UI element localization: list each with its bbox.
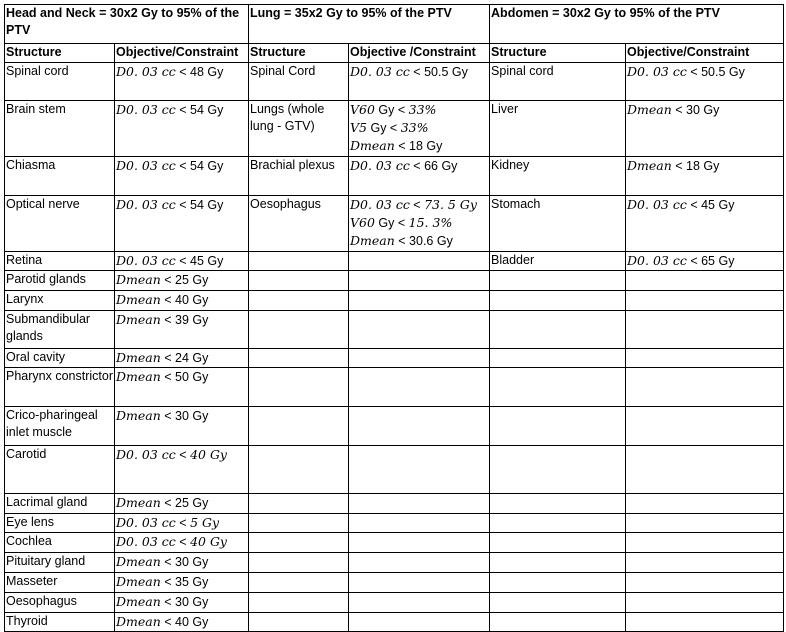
constraint-metric: Dmean: [350, 233, 395, 248]
constraint-metric: Dmean: [627, 102, 672, 117]
table-row: [5, 349, 784, 368]
constraint-cell: [626, 533, 784, 553]
constraint-operator: < 18 Gy: [394, 139, 443, 153]
constraint-cell: [349, 533, 490, 553]
structure-cell: [249, 446, 349, 494]
constraint-cell: [626, 252, 784, 271]
constraint-cell: [349, 593, 490, 613]
constraint-line: [116, 349, 247, 367]
structure-cell: Parotid glands: [5, 271, 115, 291]
structure-cell: Oesophagus: [249, 196, 349, 252]
structure-cell: [249, 613, 349, 632]
constraint-line: [116, 368, 247, 386]
constraint-metric: D0. 03 cc: [627, 253, 687, 268]
table-row: [5, 593, 784, 613]
constraint-operator: < 54 Gy: [175, 198, 224, 212]
section-title-abdomen: Abdomen = 30x2 Gy to 95% of the PTV: [490, 5, 784, 44]
constraint-cell: [626, 553, 784, 573]
structure-cell: Stomach: [490, 196, 626, 252]
constraint-cell: [349, 101, 490, 157]
constraint-cell: [349, 514, 490, 533]
table-row: [5, 573, 784, 593]
constraint-metric: Dmean: [116, 350, 161, 365]
constraint-line: [350, 196, 488, 214]
table-row: [5, 407, 784, 446]
constraint-metric: D0. 03 cc: [627, 64, 687, 79]
structure-cell: Optical nerve: [5, 196, 115, 252]
constraint-metric: Dmean: [116, 574, 161, 589]
constraint-cell: [115, 157, 249, 196]
constraint-line: [116, 311, 247, 329]
constraint-cell: [115, 407, 249, 446]
structure-cell: [249, 349, 349, 368]
constraint-metric: D0. 03 cc: [116, 197, 176, 212]
constraint-cell: [349, 271, 490, 291]
constraint-cell: [626, 494, 784, 514]
constraint-line: [116, 407, 247, 425]
constraint-operator: < 30 Gy: [160, 595, 209, 609]
column-header: Objective/Constraint: [626, 44, 784, 63]
constraint-operator: Gy <: [374, 103, 409, 117]
constraint-metric: V5: [350, 120, 367, 135]
structure-cell: Spinal Cord: [249, 63, 349, 101]
constraint-cell: [349, 157, 490, 196]
constraint-operator: < 30 Gy: [671, 103, 720, 117]
constraint-metric: D0. 03 cc: [116, 515, 176, 530]
constraint-cell: [626, 63, 784, 101]
constraint-operator: Gy <: [374, 216, 409, 230]
constraint-cell: [626, 157, 784, 196]
structure-cell: [490, 407, 626, 446]
constraint-line: [116, 533, 247, 551]
constraint-operator: < 66 Gy: [409, 159, 458, 173]
constraint-operator: < 25 Gy: [160, 273, 209, 287]
constraint-metric: D0. 03 cc: [627, 197, 687, 212]
constraint-metric: Dmean: [350, 138, 395, 153]
structure-cell: [490, 311, 626, 349]
constraint-cell: [115, 533, 249, 553]
column-header: Objective /Constraint: [349, 44, 490, 63]
structure-cell: [249, 368, 349, 407]
constraint-cell: [626, 349, 784, 368]
constraint-line: [116, 553, 247, 571]
table-row: [5, 368, 784, 407]
constraint-line: [350, 137, 488, 155]
structure-cell: Bladder: [490, 252, 626, 271]
structure-cell: Larynx: [5, 291, 115, 311]
table-row: [5, 553, 784, 573]
constraint-metric: D0. 03 cc: [350, 158, 410, 173]
constraint-operator: < 40 Gy: [160, 293, 209, 307]
structure-cell: [249, 252, 349, 271]
constraint-line: [350, 232, 488, 250]
structure-cell: Oesophagus: [5, 593, 115, 613]
constraint-operator: < 24 Gy: [160, 351, 209, 365]
constraint-cell: [115, 613, 249, 632]
constraint-cell: [115, 101, 249, 157]
constraint-cell: [349, 291, 490, 311]
table-row: [5, 271, 784, 291]
structure-cell: [249, 514, 349, 533]
column-header: Structure: [249, 44, 349, 63]
column-header: Objective/Constraint: [115, 44, 249, 63]
constraint-cell: [626, 446, 784, 494]
constraint-line: [116, 494, 247, 512]
constraint-value: 5 Gy: [190, 515, 220, 530]
constraint-operator: <: [175, 516, 191, 530]
constraint-metric: Dmean: [116, 408, 161, 423]
structure-cell: [249, 291, 349, 311]
constraint-line: [350, 101, 488, 119]
structure-cell: [249, 593, 349, 613]
structure-cell: Liver: [490, 101, 626, 157]
constraint-cell: [626, 407, 784, 446]
constraint-line: [350, 214, 488, 232]
table-row: [5, 101, 784, 157]
structure-cell: [249, 271, 349, 291]
table-row: [5, 63, 784, 101]
constraint-metric: Dmean: [116, 495, 161, 510]
structure-cell: Brain stem: [5, 101, 115, 157]
constraint-metric: Dmean: [116, 554, 161, 569]
constraint-cell: [349, 613, 490, 632]
constraint-cell: [115, 252, 249, 271]
structure-cell: Cochlea: [5, 533, 115, 553]
constraint-line: [116, 271, 247, 289]
constraint-cell: [349, 311, 490, 349]
constraint-operator: < 54 Gy: [175, 159, 224, 173]
structure-cell: Crico-pharingeal inlet muscle: [5, 407, 115, 446]
structure-cell: [490, 533, 626, 553]
constraint-cell: [349, 349, 490, 368]
constraint-line: [116, 446, 247, 464]
constraint-value: 33%: [400, 120, 429, 135]
constraint-line: [627, 101, 782, 119]
constraint-operator: < 35 Gy: [160, 575, 209, 589]
constraint-cell: [626, 101, 784, 157]
structure-cell: Pituitary gland: [5, 553, 115, 573]
constraint-value: 33%: [408, 102, 437, 117]
document-page: [4, 4, 784, 632]
structure-cell: Brachial plexus: [249, 157, 349, 196]
constraint-line: [627, 196, 782, 214]
constraint-cell: [626, 593, 784, 613]
constraint-line: [116, 593, 247, 611]
constraint-line: [116, 157, 247, 175]
structure-cell: [490, 573, 626, 593]
constraint-operator: < 48 Gy: [175, 65, 224, 79]
constraint-cell: [626, 573, 784, 593]
structure-cell: [490, 271, 626, 291]
section-header-row: [5, 5, 784, 44]
constraint-cell: [115, 494, 249, 514]
constraint-metric: Dmean: [116, 272, 161, 287]
constraint-line: [116, 613, 247, 631]
constraint-operator: < 45 Gy: [686, 198, 735, 212]
column-header: Structure: [490, 44, 626, 63]
constraint-cell: [115, 349, 249, 368]
constraint-operator: < 18 Gy: [671, 159, 720, 173]
constraint-metric: Dmean: [116, 312, 161, 327]
structure-cell: [249, 311, 349, 349]
constraint-cell: [626, 514, 784, 533]
structure-cell: Lacrimal gland: [5, 494, 115, 514]
table-row: [5, 311, 784, 349]
constraint-metric: D0. 03 cc: [116, 102, 176, 117]
constraint-cell: [626, 291, 784, 311]
constraint-operator: < 30.6 Gy: [394, 234, 453, 248]
constraint-cell: [349, 573, 490, 593]
constraint-cell: [115, 311, 249, 349]
constraint-metric: D0. 03 cc: [116, 253, 176, 268]
structure-cell: [490, 593, 626, 613]
structure-cell: Submandibular glands: [5, 311, 115, 349]
table-row: [5, 494, 784, 514]
structure-cell: [490, 446, 626, 494]
constraint-metric: Dmean: [116, 594, 161, 609]
constraint-metric: Dmean: [116, 292, 161, 307]
constraint-line: [627, 252, 782, 270]
constraint-cell: [626, 271, 784, 291]
structure-cell: Kidney: [490, 157, 626, 196]
structure-cell: [249, 533, 349, 553]
constraint-value: 73. 5 Gy: [424, 197, 477, 212]
constraint-operator: < 25 Gy: [160, 496, 209, 510]
constraint-operator: Gy <: [367, 121, 401, 135]
constraint-metric: D0. 03 cc: [350, 197, 410, 212]
structure-cell: [249, 494, 349, 514]
structure-cell: Carotid: [5, 446, 115, 494]
structure-cell: [490, 514, 626, 533]
constraint-value: 40 Gy: [190, 534, 227, 549]
structure-cell: Lungs (whole lung - GTV): [249, 101, 349, 157]
table-row: [5, 533, 784, 553]
structure-cell: [490, 368, 626, 407]
constraint-operator: < 65 Gy: [686, 254, 735, 268]
structure-cell: [490, 349, 626, 368]
structure-cell: [490, 553, 626, 573]
structure-cell: [249, 573, 349, 593]
constraint-cell: [115, 514, 249, 533]
table-row: [5, 613, 784, 632]
constraint-operator: <: [175, 448, 191, 462]
constraint-operator: < 50 Gy: [160, 370, 209, 384]
constraint-line: [116, 514, 247, 532]
structure-cell: Thyroid: [5, 613, 115, 632]
structure-cell: Eye lens: [5, 514, 115, 533]
constraint-operator: < 30 Gy: [160, 555, 209, 569]
constraint-metric: Dmean: [627, 158, 672, 173]
constraint-operator: <: [409, 198, 425, 212]
constraint-cell: [349, 368, 490, 407]
constraint-cell: [626, 311, 784, 349]
constraint-operator: < 50.5 Gy: [686, 65, 745, 79]
table-row: [5, 196, 784, 252]
structure-cell: Masseter: [5, 573, 115, 593]
constraint-cell: [115, 368, 249, 407]
constraint-metric: D0. 03 cc: [116, 64, 176, 79]
constraint-cell: [115, 196, 249, 252]
constraint-cell: [349, 196, 490, 252]
constraint-cell: [349, 252, 490, 271]
constraint-cell: [626, 613, 784, 632]
constraint-metric: D0. 03 cc: [116, 158, 176, 173]
constraint-line: [116, 196, 247, 214]
constraint-line: [627, 157, 782, 175]
constraint-line: [116, 252, 247, 270]
constraint-line: [116, 101, 247, 119]
structure-cell: Pharynx constrictor: [5, 368, 115, 407]
column-header-row: [5, 44, 784, 63]
structure-cell: [249, 553, 349, 573]
table-row: [5, 252, 784, 271]
structure-cell: Retina: [5, 252, 115, 271]
dose-constraints-table: [4, 4, 784, 632]
constraint-value: 15. 3%: [408, 215, 453, 230]
constraint-cell: [115, 63, 249, 101]
constraint-metric: V60: [350, 102, 375, 117]
table-row: [5, 514, 784, 533]
constraint-metric: D0. 03 cc: [116, 447, 176, 462]
structure-cell: [490, 613, 626, 632]
constraint-line: [116, 291, 247, 309]
constraint-line: [350, 157, 488, 175]
constraint-cell: [115, 573, 249, 593]
constraint-cell: [349, 407, 490, 446]
constraint-line: [627, 63, 782, 81]
constraint-operator: < 54 Gy: [175, 103, 224, 117]
section-title-head-and-neck: Head and Neck = 30x2 Gy to 95% of the PTV: [5, 5, 249, 44]
constraint-operator: < 39 Gy: [160, 313, 209, 327]
constraint-metric: D0. 03 cc: [350, 64, 410, 79]
structure-cell: [490, 291, 626, 311]
structure-cell: Spinal cord: [5, 63, 115, 101]
constraint-metric: D0. 03 cc: [116, 534, 176, 549]
table-row: [5, 291, 784, 311]
constraint-line: [350, 63, 488, 81]
structure-cell: Chiasma: [5, 157, 115, 196]
table-row: [5, 446, 784, 494]
constraint-cell: [349, 63, 490, 101]
constraint-cell: [115, 553, 249, 573]
constraint-metric: Dmean: [116, 614, 161, 629]
constraint-operator: < 40 Gy: [160, 615, 209, 629]
table-row: [5, 157, 784, 196]
section-title-lung: Lung = 35x2 Gy to 95% of the PTV: [249, 5, 490, 44]
constraint-cell: [115, 291, 249, 311]
constraint-cell: [349, 446, 490, 494]
constraint-cell: [115, 446, 249, 494]
constraint-operator: <: [175, 535, 191, 549]
constraint-operator: < 30 Gy: [160, 409, 209, 423]
structure-cell: Spinal cord: [490, 63, 626, 101]
structure-cell: [490, 494, 626, 514]
constraint-cell: [626, 368, 784, 407]
constraint-line: [350, 119, 488, 137]
constraint-operator: < 45 Gy: [175, 254, 224, 268]
constraint-cell: [349, 553, 490, 573]
structure-cell: [249, 407, 349, 446]
constraint-cell: [115, 593, 249, 613]
constraint-metric: V60: [350, 215, 375, 230]
constraint-cell: [349, 494, 490, 514]
constraint-line: [116, 573, 247, 591]
constraint-operator: < 50.5 Gy: [409, 65, 468, 79]
constraint-cell: [626, 196, 784, 252]
constraint-cell: [115, 271, 249, 291]
constraint-metric: Dmean: [116, 369, 161, 384]
constraint-value: 40 Gy: [190, 447, 227, 462]
structure-cell: Oral cavity: [5, 349, 115, 368]
column-header: Structure: [5, 44, 115, 63]
constraint-line: [116, 63, 247, 81]
